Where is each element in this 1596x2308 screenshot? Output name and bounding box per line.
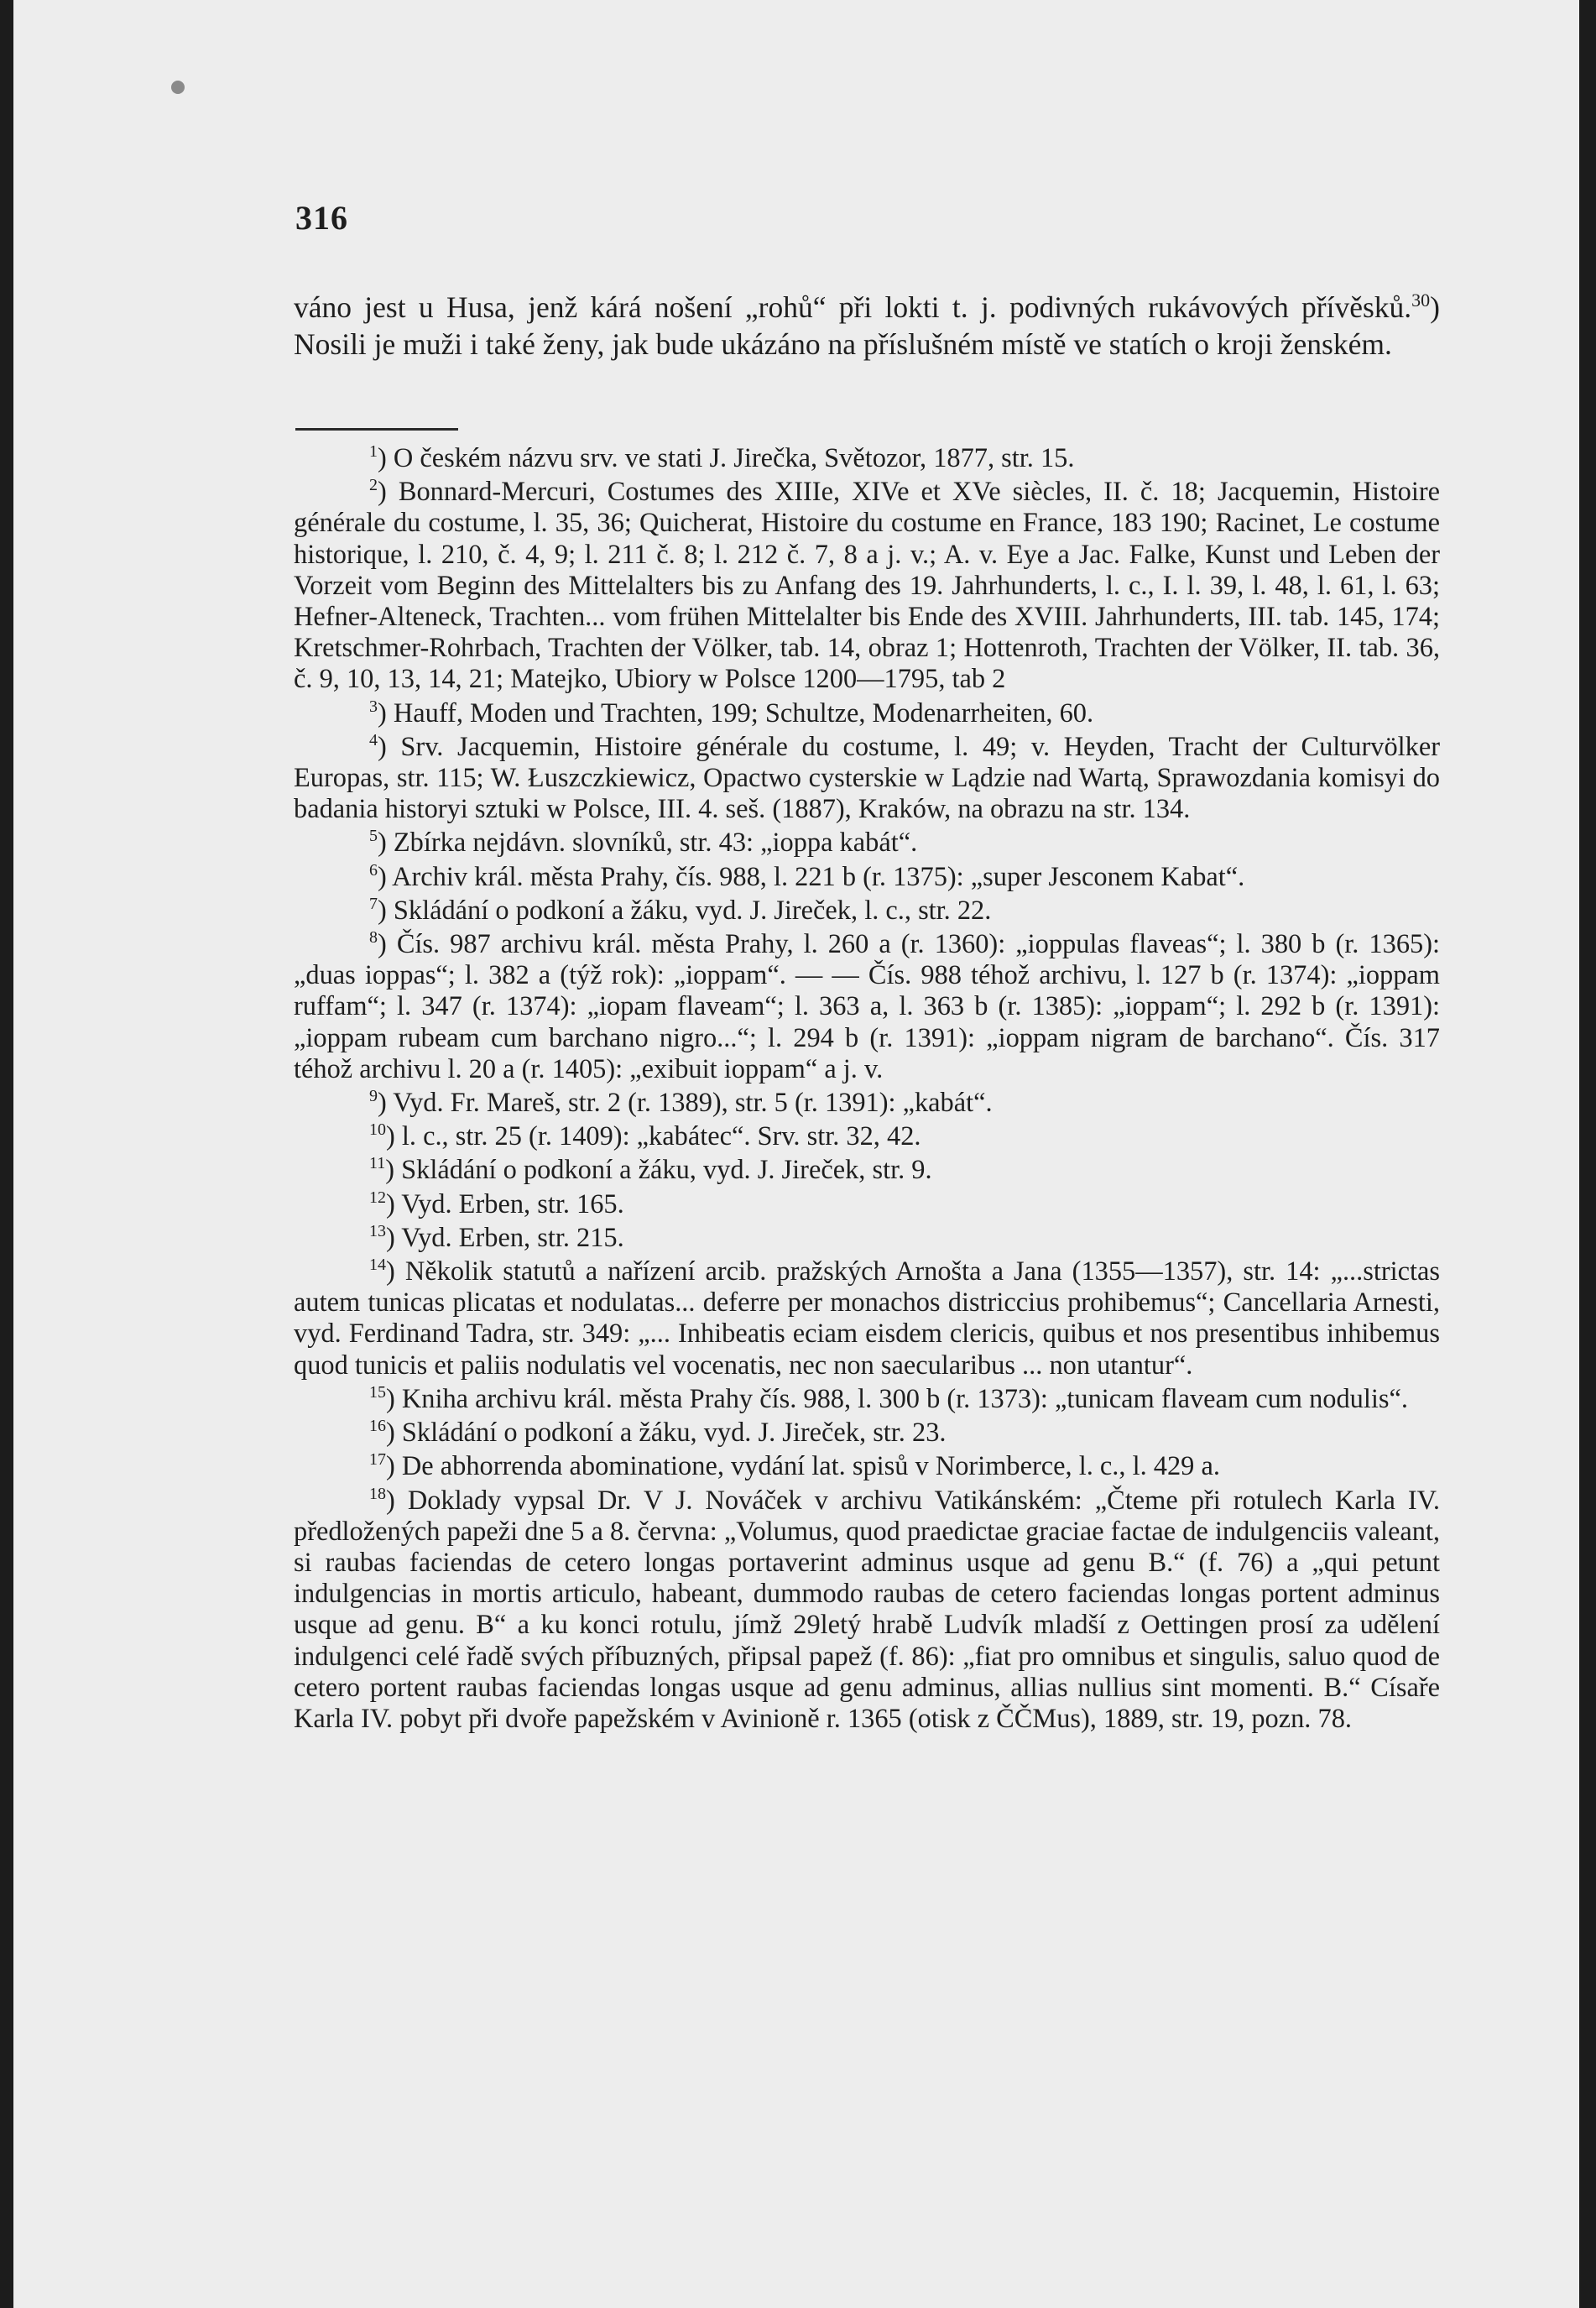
- footnote-3: [294, 698, 1440, 729]
- footnote-number: 15: [369, 1383, 386, 1402]
- footnote-text: ) De abhorrenda abominatione, vydání lat. spisů v Norimberce, l. c., l. 429 a.: [386, 1451, 1220, 1482]
- footnote-11: [294, 1155, 1440, 1186]
- footnote-text: ) Skládání o podkoní a žáku, vyd. J. Jireček, str. 23.: [386, 1418, 947, 1449]
- footnote-1: [294, 443, 1440, 474]
- footnote-text: ) Doklady vypsal Dr. V J. Nováček v archivu Vatikánském: „Čteme při rotulech Karla IV. předložených papeži dne 5 a 8. června: „Volumus, quod praedictae graciae factae de indulgenciis valeant, si raubas faciendas de cetero longas portaverint adminus usque ad genu B.“ (f. 76) a „qui petunt indulgencias in mortis articulo, habeant, dummodo raubas de cetero faciendas longas portent adminus usque ad genu. B“ a ku konci rotulu, jímž 29letý hrabě Ludvík mladší z Oettingen prosí za udělení indulgenci celé řadě svých příbuzných, připsal papež (f. 86): „fiat pro omnibus et singulis, saluo quod de cetero portent raubas faciendas longas usque ad genu adminus, allias nullius sint momenti. B.“ Císaře Karla IV. pobyt při dvoře papežském v Avinioně r. 1365 (otisk z ČČMus), 1889, str. 19, pozn. 78.: [294, 1485, 1440, 1734]
- footnote-number: 7: [369, 895, 378, 914]
- footnote-number: 11: [369, 1154, 386, 1173]
- footnote-text: ) Zbírka nejdávn. slovníků, str. 43: „ioppa kabát“.: [378, 828, 918, 859]
- footnote-text: ) Vyd. Fr. Mareš, str. 2 (r. 1389), str. 5 (r. 1391): „kabát“.: [378, 1088, 993, 1119]
- footnote-number: 18: [369, 1484, 386, 1503]
- footnote-10: [294, 1121, 1440, 1152]
- footnote-15: [294, 1384, 1440, 1415]
- footnote-number: 12: [369, 1188, 386, 1207]
- footnote-text: ) Skládání o podkoní a žáku, vyd. J. Jireček, str. 9.: [385, 1155, 932, 1186]
- scan-speck: [171, 81, 185, 94]
- main-paragraph-text: váno jest u Husa, jenž kárá nošení „rohů“ při lokti t. j. podivných rukávových přívěsků.: [294, 290, 1412, 324]
- footnote-text: ) Archiv král. města Prahy, čís. 988, l. 221 b (r. 1375): „super Jesconem Kabat“.: [378, 861, 1245, 892]
- footnote-number: 9: [369, 1087, 378, 1106]
- footnote-6: [294, 862, 1440, 893]
- footnote-text: ) Několik statutů a nařízení arcib. pražských Arnošta a Jana (1355—1357), str. 14: „...strictas autem tunicas plicatas et nodulatas... deferre per monachos districcius prohibemus“; Cancellaria Arnesti, vyd. Ferdinand Tadra, str. 349: „... Inhibeatis eciam eisdem clericis, quibus et nos presentibus inhibemus quod tunicis et paliis nodulatis vel vocenatis, nec non saecularibus ... non utantur“.: [294, 1256, 1440, 1381]
- footnote-number: 14: [369, 1256, 386, 1275]
- footnote-number: 4: [369, 731, 378, 750]
- footnote-number: 5: [369, 827, 378, 846]
- main-paragraph: [294, 289, 1440, 363]
- footnote-text: ) O českém názvu srv. ve stati J. Jirečka, Světozor, 1877, str. 15.: [378, 443, 1075, 473]
- footnote-17: [294, 1451, 1440, 1482]
- footnote-text: ) Hauff, Moden und Trachten, 199; Schultze, Modenarrheiten, 60.: [378, 697, 1094, 728]
- footnote-text: ) l. c., str. 25 (r. 1409): „kabátec“. Srv. str. 32, 42.: [386, 1121, 921, 1152]
- footnote-number: 8: [369, 928, 378, 948]
- footnotes: [294, 443, 1440, 1737]
- footnote-number: 1: [369, 442, 378, 462]
- footnote-text: ) Čís. 987 archivu král. města Prahy, l. 260 a (r. 1360): „ioppulas flaveas“; l. 380 b (r. 1365): „duas ioppas“; l. 382 a (týž rok): „ioppam“. — — Čís. 988 téhož archivu, l. 127 b (r. 1374): „ioppam ruffam“; l. 347 (r. 1374): „iopam flaveam“; l. 363 a, l. 363 b (r. 1385): „ioppam“; l. 292 b (r. 1391): „ioppam rubeam cum barchano nigro...“; l. 294 b (r. 1391): „ioppam nigram de barchano“. Čís. 317 téhož archivu l. 20 a (r. 1405): „exibuit ioppam“ a j. v.: [294, 929, 1440, 1084]
- footnote-text: ) Bonnard-Mercuri, Costumes des XIIIe, XIVe et XVe siècles, II. č. 18; Jacquemin, Histoire générale du costume, l. 35, 36; Quicherat, Histoire du costume en France, 183 190; Racinet, Le costume historique, l. 210, č. 4, 9; l. 211 č. 8; l. 212 č. 7, 8 a j. v.; A. v. Eye a Jac. Falke, Kunst und Leben der Vorzeit vom Beginn des Mittelalters bis zu Anfang des 19. Jahrhunderts, l. c., I. l. 39, l. 48, l. 61, l. 63; Hefner-Alteneck, Trachten... vom frühen Mittelalter bis Ende des XVIII. Jahrhunderts, III. tab. 145, 174; Kretschmer-Rohrbach, Trachten der Völker, tab. 14, obraz 1; Hottenroth, Trachten der Völker, II. tab. 36, č. 9, 10, 13, 14, 21; Matejko, Ubiory w Polsce 1200—1795, tab 2: [294, 477, 1440, 695]
- footnote-14: [294, 1256, 1440, 1381]
- footnote-number: 13: [369, 1222, 386, 1241]
- footnote-text: ) Srv. Jacquemin, Histoire générale du costume, l. 49; v. Heyden, Tracht der Culturvölker Europas, str. 115; W. Łuszczkiewicz, Opactwo cysterskie w Lądzie nad Wartą, Sprawozdania komisyi do badania historyi sztuki w Polsce, III. 4. seš. (1887), Kraków, na obrazu na str. 134.: [294, 731, 1440, 825]
- footnote-number: 2: [369, 476, 378, 495]
- footnote-18: [294, 1486, 1440, 1736]
- footnote-separator: [295, 428, 458, 431]
- footnote-8: [294, 929, 1440, 1085]
- footnote-reference: 30: [1411, 290, 1431, 311]
- scanned-page: [13, 0, 1579, 2308]
- page-number: 316: [295, 199, 348, 237]
- footnote-number: 6: [369, 860, 378, 880]
- main-paragraph-text-2: ) Nosili je muži i také ženy, jak bude ukázáno na příslušném místě ve statích o kroji ženském.: [294, 290, 1440, 361]
- footnote-7: [294, 896, 1440, 927]
- footnote-text: ) Vyd. Erben, str. 215.: [386, 1222, 624, 1253]
- footnote-text: ) Kniha archivu král. města Prahy čís. 988, l. 300 b (r. 1373): „tunicam flaveam cum nodulis“.: [386, 1383, 1408, 1414]
- footnote-number: 17: [369, 1450, 386, 1470]
- footnote-9: [294, 1088, 1440, 1119]
- footnote-number: 10: [369, 1120, 386, 1140]
- footnote-text: ) Skládání o podkoní a žáku, vyd. J. Jireček, l. c., str. 22.: [378, 895, 992, 926]
- footnote-4: [294, 732, 1440, 826]
- footnote-text: ) Vyd. Erben, str. 165.: [386, 1188, 624, 1219]
- footnote-13: [294, 1223, 1440, 1254]
- footnote-number: 16: [369, 1417, 386, 1436]
- footnote-16: [294, 1418, 1440, 1449]
- footnote-2: [294, 477, 1440, 695]
- footnote-12: [294, 1189, 1440, 1220]
- footnote-5: [294, 828, 1440, 859]
- footnote-number: 3: [369, 697, 378, 716]
